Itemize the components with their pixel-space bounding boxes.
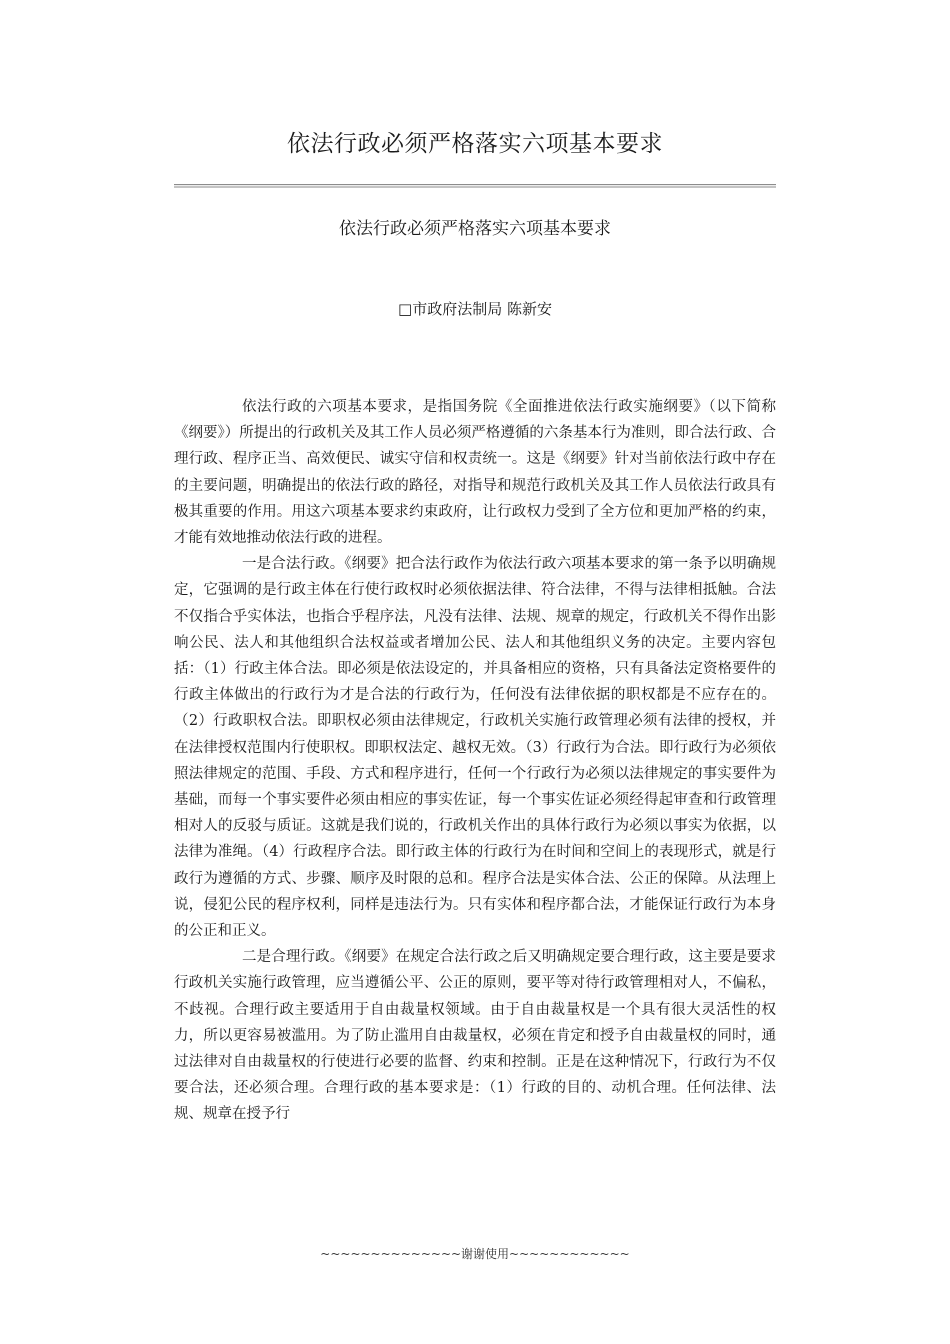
article-title: 依法行政必须严格落实六项基本要求 <box>339 219 611 239</box>
page-footer: ~~~~~~~~~~~~~~谢谢使用~~~~~~~~~~~~ <box>320 1247 630 1261</box>
article-body <box>174 394 776 1128</box>
body-paragraph: 二是合理行政。《纲要》在规定合法行政之后又明确规定要合理行政，这主要是要求行政机关实施行政管理，应当遵循公平、公正的原则，要平等对待行政管理相对人，不偏私，不歧视。合理行政主要适用于自由裁量权领域。由于自由裁量权是一个具有很大灵活性的权力，所以更容易被滥用。为了防止滥用自由裁量权，必须在肯定和授予自由裁量权的同时，通过法律对自由裁量权的行使进行必要的监督、约束和控制。正是在这种情况下，行政行为不仅要合法，还必须合理。合理行政的基本要求是：（1）行政的目的、动机合理。任何法律、法规、规章在授予行 <box>174 949 776 1123</box>
title-divider <box>174 184 776 188</box>
body-paragraph: 依法行政的六项基本要求，是指国务院《全面推进依法行政实施纲要》（以下简称《纲要》）所提出的行政机关及其工作人员必须严格遵循的六条基本行为准则，即合法行政、合理行政、程序正当、高效便民、诚实守信和权责统一。这是《纲要》针对当前依法行政中存在的主要问题，明确提出的依法行政的路径，对指导和规范行政机关及其工作人员依法行政具有极其重要的作用。用这六项基本要求约束政府，让行政权力受到了全方位和更加严格的约束，才能有效地推动依法行政的进程。 <box>174 399 776 547</box>
author-byline: □市政府法制局 陈新安 <box>398 300 552 318</box>
page-title: 依法行政必须严格落实六项基本要求 <box>287 131 663 157</box>
body-paragraph: 一是合法行政。《纲要》把合法行政作为依法行政六项基本要求的第一条予以明确规定，它强调的是行政主体在行使行政权时必须依据法律、符合法律，不得与法律相抵触。合法不仅指合乎实体法，也指合乎程序法，凡没有法律、法规、规章的规定，行政机关不得作出影响公民、法人和其他组织合法权益或者增加公民、法人和其他组织义务的决定。主要内容包括：（1）行政主体合法。即必须是依法设定的，并具备相应的资格，只有具备法定资格要件的行政主体做出的行政行为才是合法的行政行为，任何没有法律依据的职权都是不应存在的。（2）行政职权合法。即职权必须由法律规定，行政机关实施行政管理必须有法律的授权，并在法律授权范围内行使职权。即职权法定、越权无效。（3）行政行为合法。即行政行为必须依照法律规定的范围、手段、方式和程序进行，任何一个行政行为必须以法律规定的事实要件为基础，而每一个事实要件必须由相应的事实佐证，每一个事实佐证必须经得起审查和行政管理相对人的反驳与质证。这就是我们说的，行政机关作出的具体行政行为必须以事实为依据，以法律为准绳。（4）行政程序合法。即行政主体的行政行为在时间和空间上的表现形式，就是行政行为遵循的方式、步骤、顺序及时限的总和。程序合法是实体合法、公正的保障。从法理上说，侵犯公民的程序权利，同样是违法行为。只有实体和程序都合法，才能保证行政行为本身的公正和正义。 <box>174 556 776 940</box>
